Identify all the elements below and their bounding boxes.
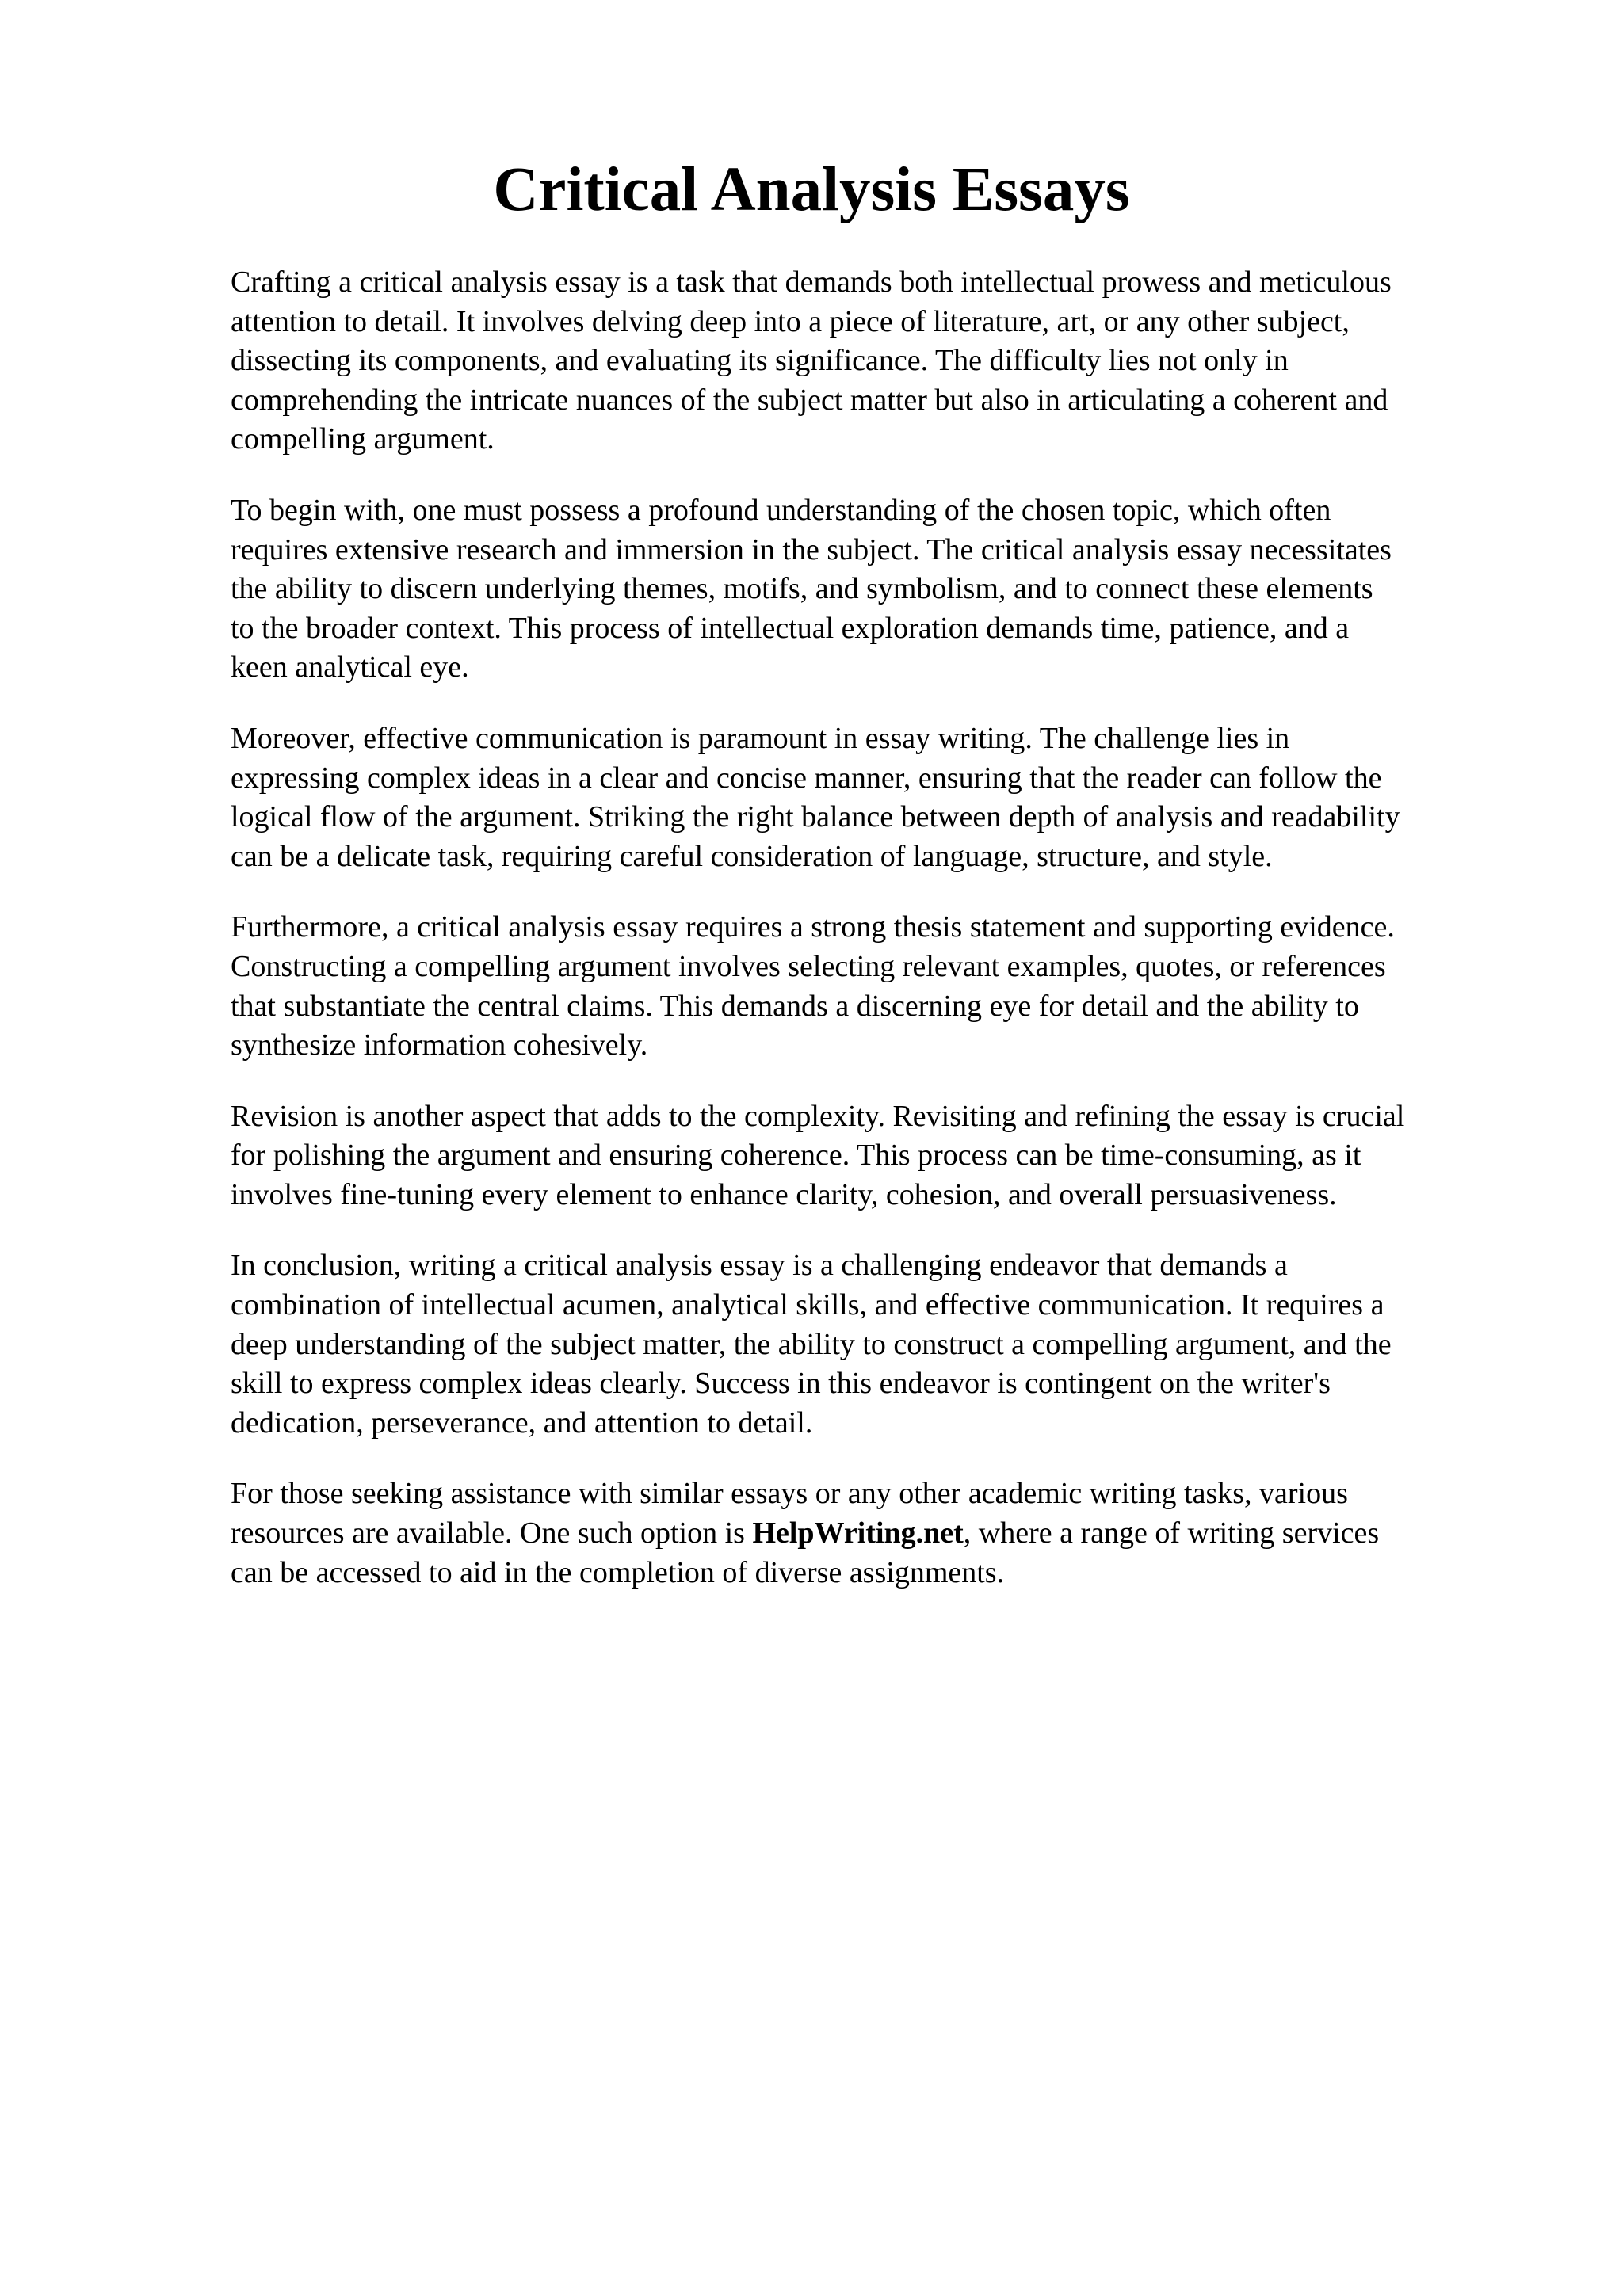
paragraph-1 bbox=[231, 263, 1530, 460]
brand-name: HelpWriting.net bbox=[752, 1516, 964, 1550]
text-line: deep understanding of the subject matter, the ability to construct a compelling argument, and the bbox=[231, 1327, 1392, 1361]
text-line: that substantiate the central claims. This demands a discerning eye for detail and the ability to bbox=[231, 989, 1359, 1023]
page-title: Critical Analysis Essays bbox=[493, 155, 1130, 224]
text-line: dedication, perseverance, and attention to detail. bbox=[231, 1405, 813, 1440]
text-line: combination of intellectual acumen, analytical skills, and effective communication. It requires a bbox=[231, 1288, 1384, 1322]
text-segment: resources are available. One such option is bbox=[231, 1516, 753, 1550]
text-line: synthesize information cohesively. bbox=[231, 1028, 648, 1062]
closing-paragraph bbox=[231, 1474, 1530, 1592]
paragraph-2 bbox=[231, 491, 1530, 688]
text-line: skill to express complex ideas clearly. Success in this endeavor is contingent on the writer's bbox=[231, 1367, 1331, 1401]
text-line: Constructing a compelling argument involves selecting relevant examples, quotes, or references bbox=[231, 949, 1386, 983]
paragraph-6 bbox=[231, 1246, 1530, 1443]
text-line: can be a delicate task, requiring careful consideration of language, structure, and style. bbox=[231, 839, 1273, 873]
text-line: Furthermore, a critical analysis essay requires a strong thesis statement and supporting evidence. bbox=[231, 910, 1395, 944]
text-line: involves fine-tuning every element to enhance clarity, cohesion, and overall persuasiveness. bbox=[231, 1177, 1337, 1211]
text-line: requires extensive research and immersion in the subject. The critical analysis essay necessitates bbox=[231, 532, 1392, 566]
paragraph-3 bbox=[231, 719, 1530, 876]
text-line: Revision is another aspect that adds to the complexity. Revisiting and refining the essay is crucial bbox=[231, 1099, 1405, 1133]
text-line: expressing complex ideas in a clear and concise manner, ensuring that the reader can follow the bbox=[231, 761, 1382, 795]
text-line: keen analytical eye. bbox=[231, 650, 469, 685]
essay-body bbox=[231, 263, 1530, 1624]
text-line: attention to detail. It involves delving deep into a piece of literature, art, or any other subject, bbox=[231, 304, 1350, 338]
text-line: can be accessed to aid in the completion of diverse assignments. bbox=[231, 1555, 1005, 1589]
text-line-with-brand bbox=[231, 1514, 1530, 1554]
paragraph-5 bbox=[231, 1097, 1530, 1215]
text-line: dissecting its components, and evaluating its significance. The difficulty lies not only in bbox=[231, 344, 1289, 378]
text-line: In conclusion, writing a critical analysis essay is a challenging endeavor that demands a bbox=[231, 1249, 1288, 1283]
text-line: Moreover, effective communication is paramount in essay writing. The challenge lies in bbox=[231, 721, 1290, 755]
text-line: comprehending the intricate nuances of the subject matter but also in articulating a coherent and bbox=[231, 383, 1388, 417]
text-line: logical flow of the argument. Striking the right balance between depth of analysis and readability bbox=[231, 800, 1400, 834]
text-line: To begin with, one must possess a profound understanding of the chosen topic, which often bbox=[231, 493, 1331, 527]
text-line: for polishing the argument and ensuring coherence. This process can be time-consuming, as it bbox=[231, 1138, 1361, 1173]
text-line: the ability to discern underlying themes, motifs, and symbolism, and to connect these elements bbox=[231, 572, 1373, 606]
text-line: Crafting a critical analysis essay is a task that demands both intellectual prowess and meticulous bbox=[231, 265, 1392, 299]
text-line: to the broader context. This process of intellectual exploration demands time, patience, and a bbox=[231, 611, 1350, 645]
text-line: compelling argument. bbox=[231, 422, 495, 456]
paragraph-4 bbox=[231, 908, 1530, 1065]
text-segment: , where a range of writing services bbox=[963, 1516, 1380, 1550]
text-line: For those seeking assistance with similar essays or any other academic writing tasks, various bbox=[231, 1477, 1348, 1511]
